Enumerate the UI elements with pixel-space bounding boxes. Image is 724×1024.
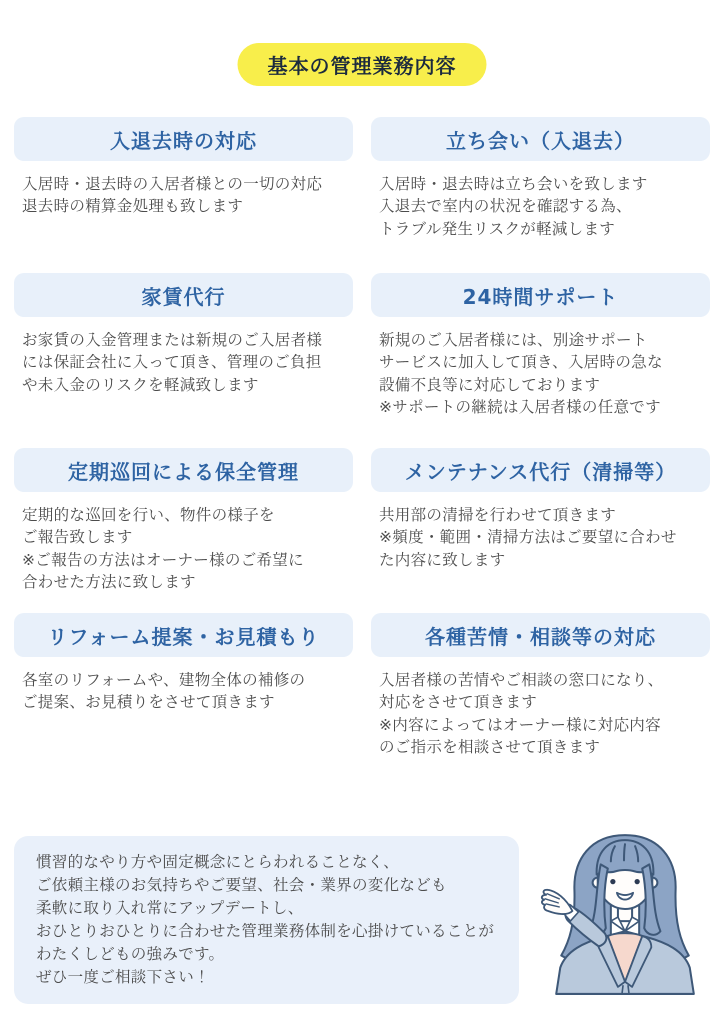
card-title: 各種苦情・相談等の対応 [425, 624, 656, 649]
page-title: 基本の管理業務内容 [238, 43, 487, 86]
card-body [22, 504, 353, 593]
text-line: トラブル発生リスクが軽減します [379, 219, 616, 238]
text-line: や未入金のリスクを軽減致します [22, 375, 259, 394]
card-title: リフォーム提案・お見積もり [47, 624, 320, 649]
text-line: 設備不良等に対応しております [379, 375, 601, 394]
card-witnessing [371, 117, 710, 240]
text-line: 入居時・退去時は立ち会いを致します [379, 175, 648, 193]
card-title: 24時間サポート [462, 284, 619, 309]
text-line: 慣習的なやり方や固定概念にとらわれることなく、 [36, 853, 400, 871]
card-title: メンテナンス代行（清掃等） [404, 459, 677, 484]
card-complaints-consultation [371, 613, 710, 758]
card-header [371, 448, 710, 492]
card-body [22, 329, 353, 396]
text-line: 入居時・退去時の入居者様との一切の対応 [22, 175, 323, 193]
text-line: サービスに加入して頂き、入居時の急な [379, 353, 663, 372]
footer-message-box [14, 836, 519, 1004]
text-line: ※サポートの継続は入居者様の任意です [379, 397, 661, 416]
card-header [14, 448, 353, 492]
text-line: 退去時の精算金処理も致します [22, 197, 244, 216]
eye-left [610, 879, 615, 884]
text-line: ご報告致します [22, 528, 133, 547]
card-body [379, 504, 710, 571]
text-line: ※頻度・範囲・清掃方法はご要望に合わせ [379, 528, 677, 547]
text-line: 入退去で室内の状況を確認する為、 [379, 197, 632, 216]
text-line: ぜひ一度ご相談下さい！ [36, 968, 210, 986]
card-header [371, 273, 710, 317]
text-line: 入居者様の苦情やご相談の窓口になり、 [379, 671, 664, 689]
text-line: 合わせた方法に致します [22, 572, 196, 591]
card-24h-support [371, 273, 710, 418]
text-line: 各室のリフォームや、建物全体の補修の [22, 671, 306, 689]
eye-right [635, 879, 640, 884]
bangs-strand [624, 844, 625, 860]
card-body [379, 669, 710, 758]
text-line: 新規のご入居者様には、別途サポート [379, 331, 648, 349]
card-header [14, 613, 353, 657]
text-line: お家賃の入金管理または新規のご入居者様 [22, 331, 323, 349]
card-header [14, 117, 353, 161]
card-reform-estimate [14, 613, 353, 714]
text-line: 対応をさせて頂きます [379, 693, 538, 712]
card-patrol-maintenance [14, 448, 353, 593]
card-title: 立ち会い（入退去） [446, 128, 635, 153]
text-line: おひとりおひとりに合わせた管理業務体制を心掛けていることが [36, 922, 495, 940]
card-title: 入退去時の対応 [110, 128, 257, 153]
card-body [379, 173, 710, 240]
text-line: のご指示を相談させて頂きます [379, 737, 601, 756]
card-body [22, 669, 353, 714]
woman-presenting-illustration [538, 831, 710, 995]
card-body [22, 173, 353, 218]
card-move-in-out [14, 117, 353, 218]
card-header [371, 613, 710, 657]
card-header [14, 273, 353, 317]
text-line: ※内容によってはオーナー様に対応内容 [379, 715, 661, 734]
card-title: 家賃代行 [141, 284, 226, 309]
text-line: 共用部の清掃を行わせて頂きます [379, 506, 617, 524]
card-title: 定期巡回による保全管理 [68, 459, 299, 484]
text-line: には保証会社に入って頂き、管理のご負担 [22, 353, 322, 372]
text-line: ご提案、お見積りをさせて頂きます [22, 693, 275, 712]
card-rent-agency [14, 273, 353, 396]
card-cleaning-agency [371, 448, 710, 571]
text-line: わたくしどもの強みです。 [36, 945, 225, 963]
text-line: 定期的な巡回を行い、物件の様子を [22, 506, 275, 524]
text-line: ご依頼主様のお気持ちやご要望、社会・業界の変化なども [36, 876, 447, 894]
card-body [379, 329, 710, 418]
text-line: ※ご報告の方法はオーナー様のご希望に [22, 550, 304, 569]
card-header [371, 117, 710, 161]
text-line: 柔軟に取り入れ常にアップデートし、 [36, 899, 304, 917]
text-line: た内容に致します [379, 550, 506, 569]
